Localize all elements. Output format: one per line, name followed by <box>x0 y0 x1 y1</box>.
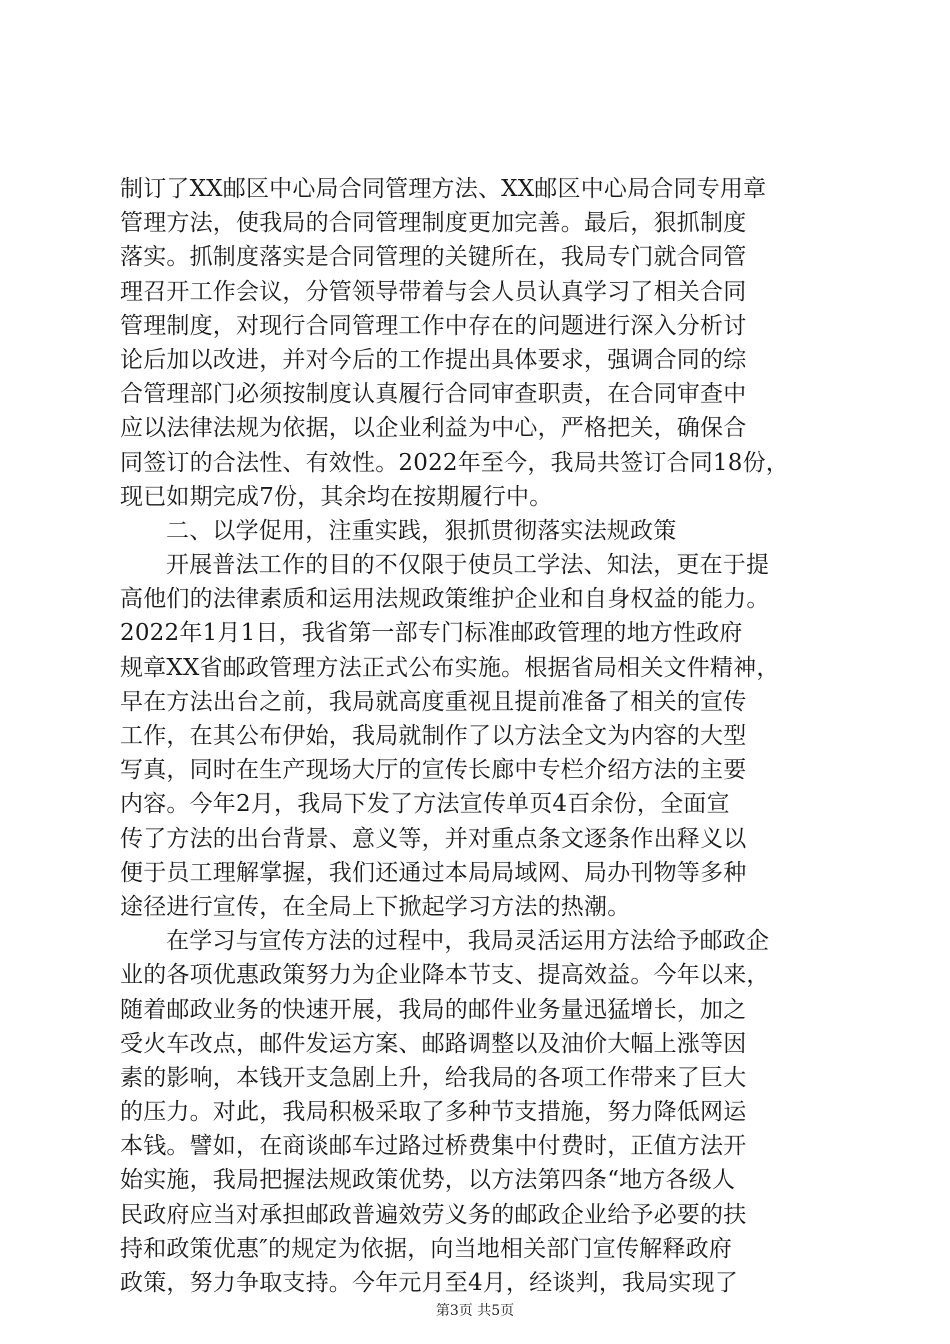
text-line: 在学习与宣传方法的过程中，我局灵活运用方法给予邮政企 <box>166 928 770 955</box>
text-line: 管理方法，使我局的合同管理制度更加完善。最后，狠抓制度 <box>120 210 747 237</box>
text-line: 内容。今年2月，我局下发了方法宣传单页4百余份，全面宣 <box>120 791 730 818</box>
text-line: 业的各项优惠政策努力为企业降本节支、提高效益。今年以来， <box>120 962 770 989</box>
text-line: 途径进行宣传，在全局上下掀起学习方法的热潮。 <box>120 893 631 920</box>
text-line: 政策，努力争取支持。今年元月至4月，经谈判，我局实现了 <box>120 1270 739 1296</box>
text-line: 同签订的合法性、有效性。2022年至今，我局共签订合同18份， <box>120 449 789 476</box>
text-line: 随着邮政业务的快速开展，我局的邮件业务量迅猛增长，加之 <box>120 996 747 1023</box>
text-line: 早在方法出台之前，我局就高度重视且提前准备了相关的宣传 <box>120 688 747 715</box>
text-line: 合管理部门必须按制度认真履行合同审查职责，在合同审查中 <box>120 381 747 408</box>
text-line: 规章XX省邮政管理方法正式公布实施。根据省局相关文件精神， <box>120 654 780 681</box>
text-line: 理召开工作会议，分管领导带着与会人员认真学习了相关合同 <box>120 278 747 305</box>
text-line: 便于员工理解掌握，我们还通过本局局域网、局办刊物等多种 <box>120 859 747 886</box>
text-line: 受火车改点，邮件发运方案、邮路调整以及油价大幅上涨等因 <box>120 1030 747 1057</box>
text-line: 民政府应当对承担邮政普遍效劳义务的邮政企业给予必要的扶 <box>120 1201 747 1228</box>
text-line: 制订了XX邮区中心局合同管理方法、XX邮区中心局合同专用章 <box>120 176 767 202</box>
text-line: 高他们的法律素质和运用法规政策维护企业和自身权益的能力。 <box>120 586 770 613</box>
text-line: 落实。抓制度落实是合同管理的关键所在，我局专门就合同管 <box>120 244 747 271</box>
document-body <box>120 172 830 1300</box>
text-line: 始实施，我局把握法规政策优势，以方法第四条“地方各级人 <box>120 1167 736 1194</box>
text-line: 持和政策优惠″的规定为依据，向当地相关部门宣传解释政府 <box>120 1235 732 1262</box>
text-line: 应以法律法规为依据，以企业利益为中心，严格把关，确保合 <box>120 415 747 442</box>
text-line: 工作，在其公布伊始，我局就制作了以方法全文为内容的大型 <box>120 723 747 749</box>
text-line: 开展普法工作的目的不仅限于使员工学法、知法，更在于提 <box>166 552 770 579</box>
text-line: 论后加以改进，并对今后的工作提出具体要求，强调合同的综 <box>120 346 747 373</box>
page-footer: 第3页 共5页 <box>435 1303 515 1319</box>
text-line: 的压力。对此，我局积极采取了多种节支措施，努力降低网运 <box>120 1099 747 1126</box>
text-line: 写真，同时在生产现场大厅的宣传长廊中专栏介绍方法的主要 <box>120 757 747 784</box>
text-line: 现已如期完成7份，其余均在按期履行中。 <box>120 483 553 510</box>
text-line: 素的影响，本钱开支急剧上升，给我局的各项工作带来了巨大 <box>120 1064 747 1091</box>
text-line: 二、以学促用，注重实践，狠抓贯彻落实法规政策 <box>166 517 677 544</box>
text-line: 传了方法的出台背景、意义等，并对重点条文逐条作出释义以 <box>120 825 747 852</box>
text-line: 管理制度，对现行合同管理工作中存在的问题进行深入分析讨 <box>120 312 747 339</box>
text-line: 本钱。譬如，在商谈邮车过路过桥费集中付费时，正值方法开 <box>120 1133 747 1160</box>
text-line: 2022年1月1日，我省第一部专门标准邮政管理的地方性政府 <box>120 620 743 647</box>
